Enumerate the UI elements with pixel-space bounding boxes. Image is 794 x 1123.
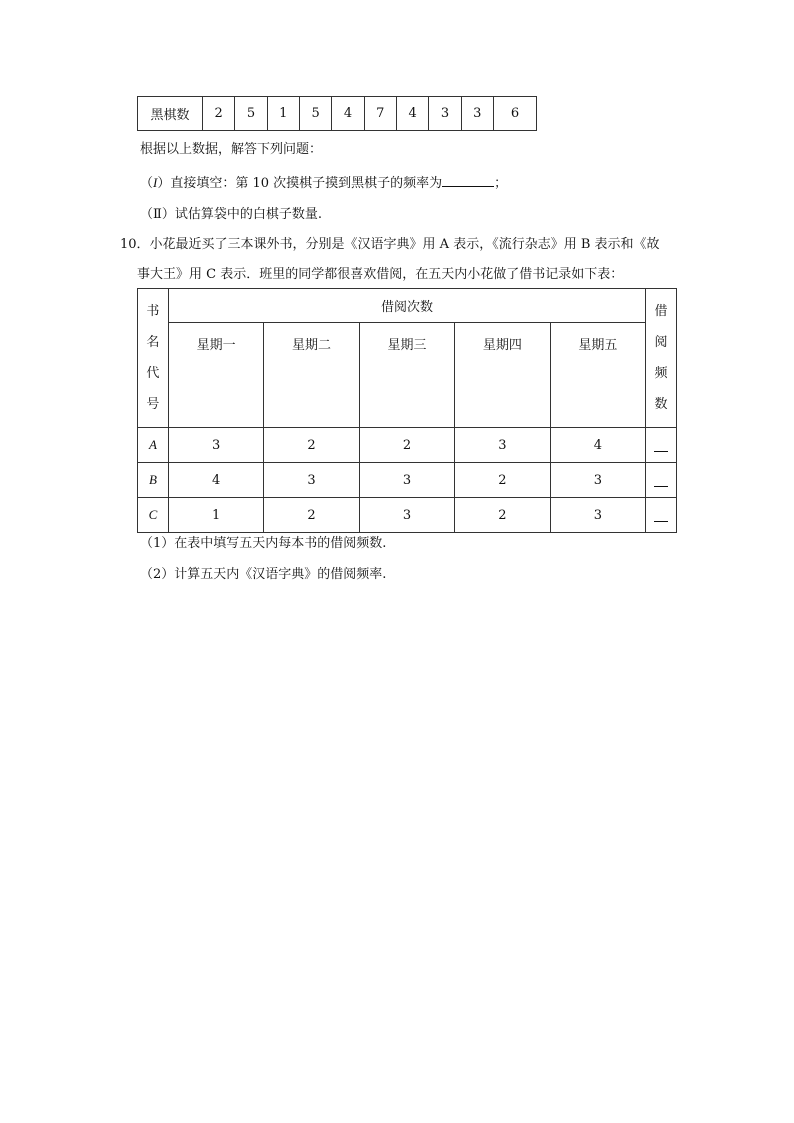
frequency-blank[interactable] bbox=[646, 498, 677, 533]
header-char: 号 bbox=[146, 397, 160, 412]
problem-10-line1: 10．小花最近买了三本课外书，分别是《汉语字典》用 A 表示，《流行杂志》用 B 表示和《故 bbox=[120, 237, 660, 252]
book-code-header bbox=[138, 289, 169, 428]
table-cell: 3 bbox=[461, 97, 493, 131]
day-header: 星期五 bbox=[550, 323, 645, 428]
table-cell: 4 bbox=[168, 463, 263, 498]
frequency-blank[interactable] bbox=[646, 463, 677, 498]
table-cell: 6 bbox=[494, 97, 537, 131]
table-cell: 2 bbox=[203, 97, 235, 131]
table-cell: 4 bbox=[332, 97, 364, 131]
frequency-header bbox=[646, 289, 677, 428]
header-char: 阅 bbox=[654, 335, 668, 350]
table-cell: 3 bbox=[429, 97, 461, 131]
sub-question-2: （2）计算五天内《汉语字典》的借阅频率. bbox=[140, 567, 387, 582]
table-cell: 2 bbox=[455, 463, 550, 498]
day-header: 星期二 bbox=[264, 323, 359, 428]
table-cell: 5 bbox=[299, 97, 331, 131]
day-header: 星期四 bbox=[455, 323, 550, 428]
black-piece-table bbox=[137, 96, 537, 131]
q1-roman: I bbox=[153, 175, 158, 190]
table-row bbox=[138, 428, 677, 463]
table-cell: 3 bbox=[359, 463, 454, 498]
frequency-blank[interactable] bbox=[646, 428, 677, 463]
header-char: 代 bbox=[146, 366, 160, 381]
q1-end: ； bbox=[494, 176, 508, 191]
table-cell: 3 bbox=[550, 463, 645, 498]
table-cell: 1 bbox=[267, 97, 299, 131]
problem-10-line2: 事大王》用 C 表示．班里的同学都很喜欢借阅，在五天内小花做了借书记录如下表： bbox=[137, 267, 624, 282]
header-char: 借 bbox=[654, 304, 668, 319]
header-char: 频 bbox=[654, 366, 668, 381]
table-row bbox=[138, 498, 677, 533]
table-cell: 2 bbox=[455, 498, 550, 533]
table-cell: 4 bbox=[396, 97, 428, 131]
table-cell: 3 bbox=[359, 498, 454, 533]
borrow-record-table bbox=[137, 288, 677, 533]
intro-text: 根据以上数据，解答下列问题： bbox=[140, 142, 323, 157]
table-cell: 4 bbox=[550, 428, 645, 463]
header-char: 书 bbox=[146, 304, 160, 319]
table-cell: 2 bbox=[264, 428, 359, 463]
header-char: 名 bbox=[146, 335, 160, 350]
table-cell: 5 bbox=[235, 97, 267, 131]
q1-text: ）直接填空：第 10 次摸棋子摸到黑棋子的频率为 bbox=[157, 176, 443, 191]
table-header-row bbox=[138, 289, 677, 323]
table-row bbox=[138, 97, 537, 131]
header-char: 数 bbox=[654, 397, 668, 412]
table-cell: 3 bbox=[168, 428, 263, 463]
q1-prefix: （ bbox=[140, 176, 154, 191]
table-label: 黑棋数 bbox=[138, 97, 203, 131]
answer-blank[interactable] bbox=[442, 172, 494, 187]
table-cell: 2 bbox=[264, 498, 359, 533]
table-row bbox=[138, 463, 677, 498]
table-header-row bbox=[138, 323, 677, 428]
question-2: （Ⅱ）试估算袋中的白棋子数量. bbox=[140, 207, 322, 222]
sub-question-1: （1）在表中填写五天内每本书的借阅频数. bbox=[140, 536, 387, 551]
question-1 bbox=[140, 172, 507, 191]
table-cell: 3 bbox=[264, 463, 359, 498]
day-header: 星期三 bbox=[359, 323, 454, 428]
day-header: 星期一 bbox=[168, 323, 263, 428]
book-code: B bbox=[138, 463, 169, 498]
table-cell: 3 bbox=[455, 428, 550, 463]
borrow-count-header: 借阅次数 bbox=[168, 289, 645, 323]
table-cell: 3 bbox=[550, 498, 645, 533]
book-code: C bbox=[138, 498, 169, 533]
table-cell: 1 bbox=[168, 498, 263, 533]
book-code: A bbox=[138, 428, 169, 463]
table-cell: 7 bbox=[364, 97, 396, 131]
table-cell: 2 bbox=[359, 428, 454, 463]
